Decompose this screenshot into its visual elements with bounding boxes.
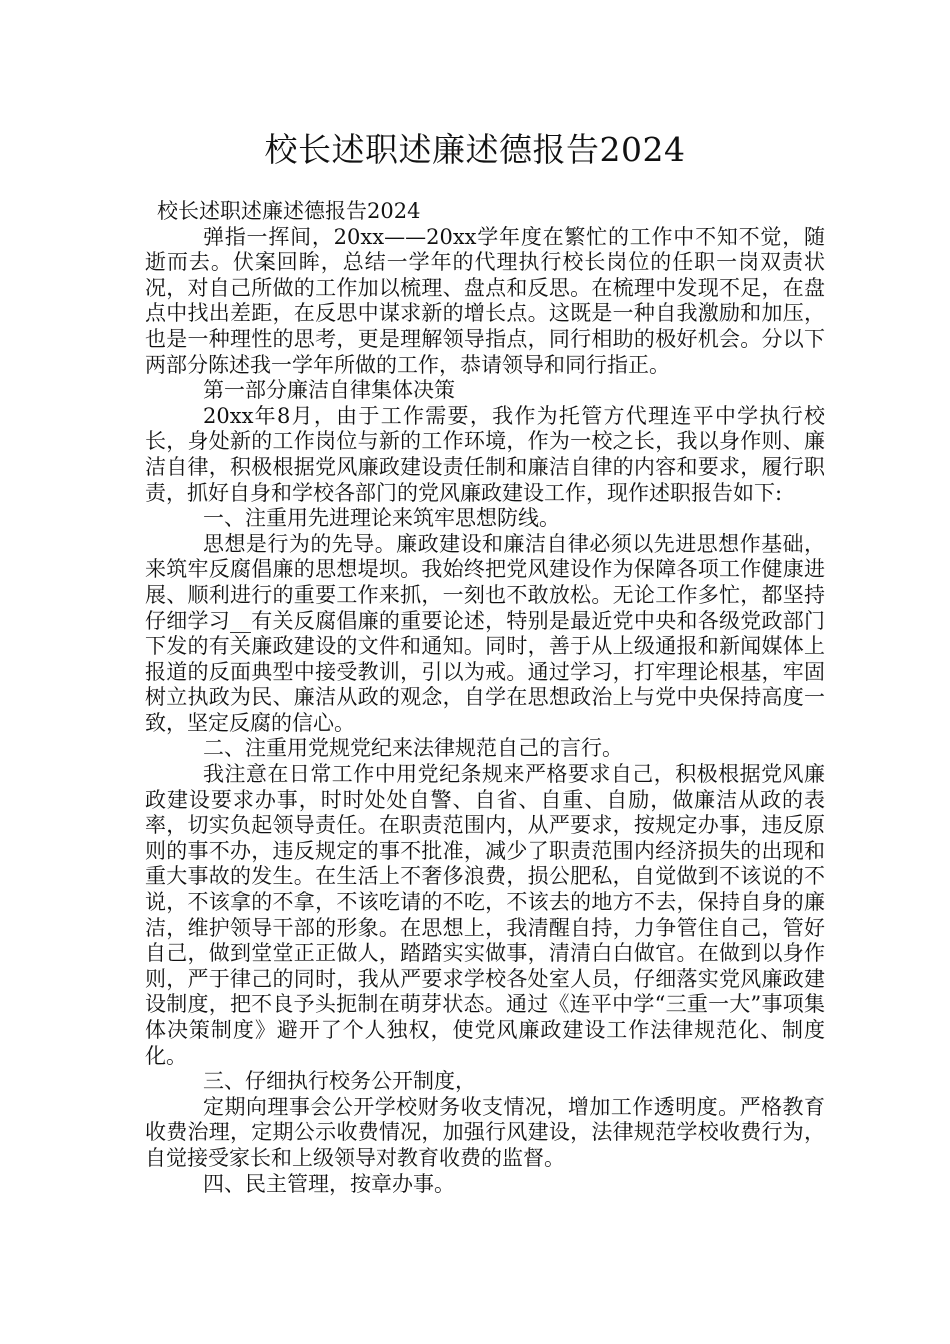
paragraph-part-one-intro: 20xx年8月，由于工作需要，我作为托管方代理连平中学执行校长，身处新的工作岗位与新的工作环境，作为一校之长，我以身作则、廉洁自律，积极根据党风廉政建设责任制和廉洁自律的内容和要求，履行职责，抓好自身和学校各部门的党风廉政建设工作，现作述职报告如下: [145, 403, 825, 505]
section-heading-part-one: 第一部分廉洁自律集体决策 [203, 378, 455, 403]
paragraph-section-1: 思想是行为的先导。廉政建设和廉洁自律必须以先进思想作基础，来筑牢反腐倡廉的思想堤坝。我始终把党风建设作为保障各项工作健康进展、顺利进行的重要工作来抓，一刻也不敢放松。无论工作多忙，都坚持仔细学习__有关反腐倡廉的重要论述，特别是最近党中央和各级党政部门下发的有关廉政建设的文件和通知。同时，善于从上级通报和新闻媒体上报道的反面典型中接受教训，引以为戒。通过学习，打牢理论根基，牢固树立执政为民、廉洁从政的观念，自学在思想政治上与党中央保持高度一致，坚定反腐的信心。 [145, 531, 825, 735]
paragraph-intro: 弹指一挥间，20xx——20xx学年度在繁忙的工作中不知不觉，随逝而去。伏案回眸，总结一学年的代理执行校长岗位的任职一岗双责状况，对自己所做的工作加以梳理、盘点和反思。在梳理中发现不足，在盘点中找出差距，在反思中谋求新的增长点。这既是一种自我激励和加压，也是一种理性的思考，更是理解领导指点，同行相助的极好机会。分以下两部分陈述我一学年所做的工作，恭请领导和同行指正。 [145, 224, 825, 377]
document-title: 校长述职述廉述德报告2024 [264, 130, 686, 169]
section-heading-3: 三、仔细执行校务公开制度， [203, 1069, 476, 1094]
section-heading-4: 四、民主管理，按章办事。 [203, 1171, 455, 1196]
document-body [145, 199, 825, 1197]
paragraph-section-2: 我注意在日常工作中用党纪条规来严格要求自己，积极根据党风廉政建设要求办事，时时处处自警、自省、自重、自励，做廉洁从政的表率，切实负起领导责任。在职责范围内，从严要求，按规定办事，违反原则的事不办，违反规定的事不批准，减少了职责范围内经济损失的出现和重大事故的发生。在生活上不奢侈浪费，损公肥私，自觉做到不该说的不说，不该拿的不拿，不该吃请的不吃，不该去的地方不去，保持自身的廉洁，维护领导干部的形象。在思想上，我清醒自持，力争管住自己，管好自己，做到堂堂正正做人，踏踏实实做事，清清白白做官。在做到以身作则，严于律己的同时，我从严要求学校各处室人员，仔细落实党风廉政建设制度，把不良予头扼制在萌芽状态。通过《连平中学“三重一大”事项集体决策制度》避开了个人独权，使党风廉政建设工作法律规范化、制度化。 [145, 762, 825, 1068]
paragraph-section-3: 定期向理事会公开学校财务收支情况，增加工作透明度。严格教育收费治理，定期公示收费情况，加强行风建设，法律规范学校收费行为，自觉接受家长和上级领导对教育收费的监督。 [145, 1094, 825, 1170]
document-subtitle: 校长述职述廉述德报告2024 [157, 199, 421, 223]
section-heading-2: 二、注重用党规党纪来法律规范自己的言行。 [203, 736, 623, 761]
section-heading-1: 一、注重用先进理论来筑牢思想防线。 [203, 506, 560, 531]
